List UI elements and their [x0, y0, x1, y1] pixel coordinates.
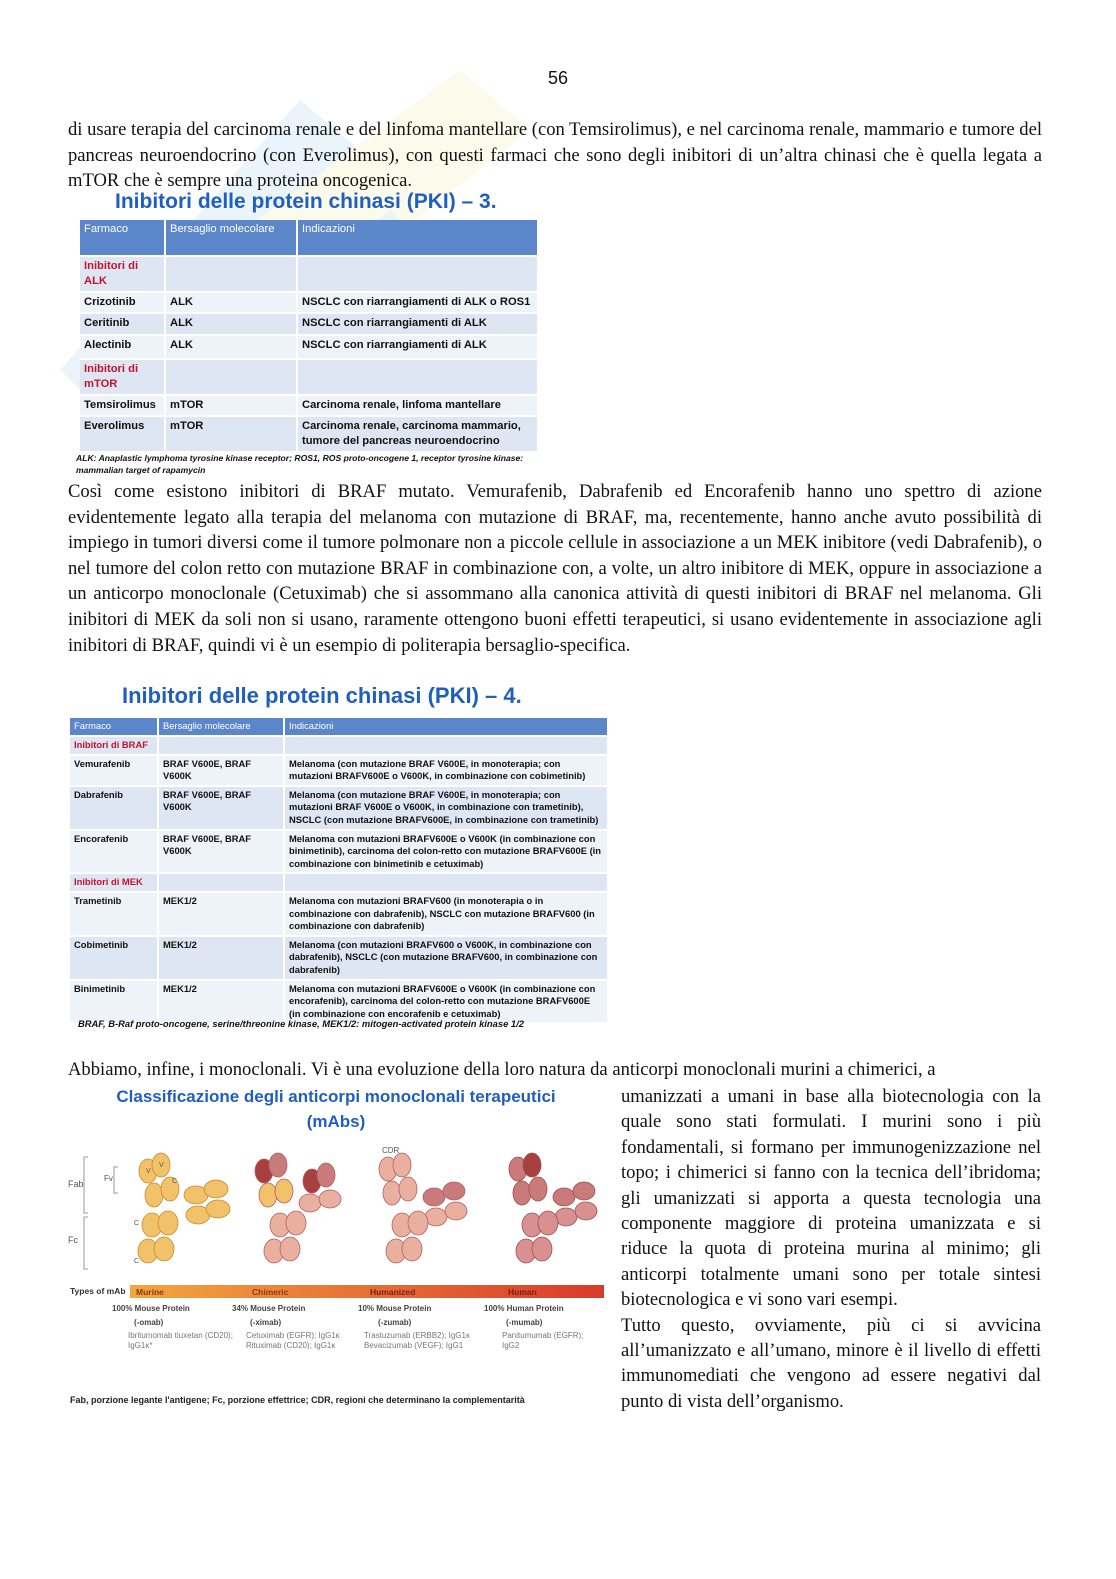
table-cell: Inibitori di ALK	[80, 256, 165, 292]
table-cell: MEK1/2	[158, 980, 284, 1024]
table-cell: ALK	[165, 313, 297, 335]
antibody-domain	[204, 1180, 228, 1198]
label-cdr: CDR	[382, 1146, 400, 1155]
antibody-domain	[523, 1153, 541, 1177]
table-row	[80, 416, 538, 452]
table-row	[70, 873, 608, 892]
table-cell	[158, 736, 284, 755]
table-row	[80, 256, 538, 292]
type-humanized: Humanized	[370, 1287, 416, 1297]
table-cell	[158, 873, 284, 892]
table-cell: Encorafenib	[70, 830, 158, 874]
antibody-domain	[145, 1183, 163, 1207]
type-murine: Murine	[136, 1287, 164, 1297]
paragraph-intro: di usare terapia del carcinoma renale e del linfoma mantellare (con Temsirolimus), e nel carcinoma renale, mammario e tumore del pancreas neuroendocrino (con Everolimus), con questi farmaci che sono degli inibitori di un’altra chinasi che è quella legata a mTOR che è sempre una proteina oncogenica.	[68, 119, 1042, 192]
table-cell: Everolimus	[80, 416, 165, 452]
antibody-domain	[154, 1237, 174, 1261]
antibody-domain	[538, 1211, 558, 1235]
antibody-domain	[399, 1177, 417, 1201]
table-cell: ALK	[165, 335, 297, 359]
table-cell: Melanoma (con mutazione BRAF V600E, in monoterapia; con mutazioni BRAFV600E o V600K, in combinazione con cobimetinib)	[284, 755, 608, 786]
table-cell: Alectinib	[80, 335, 165, 359]
table3-header-indicazioni: Indicazioni	[297, 220, 538, 256]
antibody-domain	[423, 1188, 445, 1206]
table4-header-farmaco: Farmaco	[70, 718, 158, 736]
table-cell: Inibitori di mTOR	[80, 359, 165, 395]
suffix-chimeric: (-ximab)	[250, 1318, 282, 1327]
figure-caption: Fab, porzione legante l'antigene; Fc, porzione effettrice; CDR, regioni che determinano la complementarità	[70, 1395, 525, 1405]
type-human: Human	[508, 1287, 537, 1297]
table-cell: Dabrafenib	[70, 786, 158, 830]
table-cell: BRAF V600E, BRAF V600K	[158, 830, 284, 874]
table-row	[70, 830, 608, 874]
table-cell	[165, 256, 297, 292]
table-cell: Inibitori di BRAF	[70, 736, 158, 755]
paragraph-braf: Così come esistono inibitori di BRAF mutato. Vemurafenib, Dabrafenib ed Encorafenib hanno uno spettro di azione evidentemente legato alla terapia del melanoma con mutazione di BRAF, ma, recentemente, hanno anche avuto possibilità di impiego in tumori diversi come il tumore polmonare non a piccole cellule in associazione a un MEK inibitore (vedi Dabrafenib), o nel tumore del colon retto con mutazione BRAF in combinazione con, a volte, un altro inibitore di MEK, oppure in associazione a un anticorpo monoclonale (Cetuximab) che si assommano alla canonica attività di questi inibitori di BRAF nel melanoma. Gli inibitori di MEK da soli non si usano, raramente ottengono buoni effetti terapeutici, si usano evidentemente in associazione agli inibitori di BRAF, quindi vi è un esempio di politerapia bersaglio-specifica.	[68, 481, 1042, 656]
antibody-domain	[573, 1182, 595, 1200]
table-cell	[284, 873, 608, 892]
antibody-domain	[529, 1177, 547, 1201]
antibody-domain	[259, 1183, 277, 1207]
antibody-domain	[280, 1237, 300, 1261]
example-murine: Ibritumomab tiuxetan (CD20); IgG1κ*	[128, 1331, 233, 1350]
table-cell: Melanoma con mutazioni BRAFV600E o V600K (in combinazione con encorafenib), carcinoma del colon-retto con mutazione BRAFV600E (in combinazione con encorafenib e cetuximab)	[284, 980, 608, 1024]
table-cell: Carcinoma renale, linfoma mantellare	[297, 395, 538, 416]
table-cell: Binimetinib	[70, 980, 158, 1024]
antibody-chimeric	[255, 1153, 341, 1263]
antibody-domain	[275, 1179, 293, 1203]
label-ch1: C	[172, 1178, 178, 1185]
table-row	[80, 395, 538, 416]
types-label: Types of mAb	[70, 1286, 126, 1296]
antibody-murine	[134, 1153, 230, 1265]
bracket-fv	[114, 1167, 118, 1193]
table-cell: Ceritinib	[80, 313, 165, 335]
table-cell: NSCLC con riarrangiamenti di ALK	[297, 335, 538, 359]
table-cell: Inibitori di MEK	[70, 873, 158, 892]
table-cell	[297, 256, 538, 292]
table-row	[80, 335, 538, 359]
antibody-domain	[532, 1237, 552, 1261]
suffix-humanized: (-zumab)	[378, 1318, 412, 1327]
table-cell: Melanoma (con mutazione BRAF V600E, in monoterapia; con mutazioni BRAF V600E o V600K, in combinazione con trametinib), NSCLC (con mutazione BRAFV600E, in combinazione con trametinib)	[284, 786, 608, 830]
table-row	[70, 980, 608, 1024]
label-fab: Fab	[68, 1179, 84, 1189]
table-cell: NSCLC con riarrangiamenti di ALK o ROS1	[297, 292, 538, 313]
example-chimeric: Cetuximab (EGFR); IgG1κ Rituximab (CD20); IgG1κ	[246, 1331, 340, 1350]
bracket-fc	[84, 1217, 88, 1269]
table-cell: Trametinib	[70, 892, 158, 936]
table-cell: BRAF V600E, BRAF V600K	[158, 755, 284, 786]
antibody-domain	[393, 1153, 411, 1177]
antibody-domain	[402, 1237, 422, 1261]
antibody-domain	[319, 1190, 341, 1208]
antibody-domain	[269, 1153, 287, 1177]
table-cell: Crizotinib	[80, 292, 165, 313]
antibody-domain	[206, 1200, 230, 1218]
protein-humanized: 10% Mouse Protein	[358, 1304, 432, 1313]
table-cell: Melanoma con mutazioni BRAFV600 (in monoterapia o in combinazione con dabrafenib), NSCLC con mutazione BRAFV600 (in combinazione con dabrafenib)	[284, 892, 608, 936]
suffix-murine: (-omab)	[134, 1318, 164, 1327]
mabs-classification-figure	[66, 1085, 606, 1415]
antibody-domain	[445, 1202, 467, 1220]
table-row	[70, 755, 608, 786]
table3-header-farmaco: Farmaco	[80, 220, 165, 256]
table-cell: mTOR	[165, 395, 297, 416]
antibody-domain	[317, 1163, 335, 1187]
protein-murine: 100% Mouse Protein	[112, 1304, 190, 1313]
table-row	[70, 936, 608, 980]
table-row	[70, 892, 608, 936]
table-cell: Vemurafenib	[70, 755, 158, 786]
example-human: Panitumumab (EGFR); IgG2	[502, 1331, 584, 1350]
table3-header-bersaglio: Bersaglio molecolare	[165, 220, 297, 256]
label-ch2: C	[134, 1220, 140, 1227]
table-cell: MEK1/2	[158, 892, 284, 936]
figure-title-line1: Classificazione degli anticorpi monoclonali terapeutici	[116, 1087, 556, 1106]
table-cell: Temsirolimus	[80, 395, 165, 416]
label-ch3: C	[134, 1258, 140, 1265]
table4-header-bersaglio: Bersaglio molecolare	[158, 718, 284, 736]
table-cell	[284, 736, 608, 755]
table-row	[80, 292, 538, 313]
table-cell: Melanoma con mutazioni BRAFV600E o V600K (in combinazione con binimetinib), carcinoma del colon-retto con mutazione BRAFV600E (in combinazione con binimetinib e cetuximab)	[284, 830, 608, 874]
paragraph-monoclonali-line: Abbiamo, infine, i monoclonali. Vi è una evoluzione della loro natura da anticorpi monoclonali murini a chimerici, a	[68, 1059, 936, 1080]
table-cell: MEK1/2	[158, 936, 284, 980]
table-pki-3	[80, 220, 539, 453]
table3-footnote: ALK: Anaplastic lymphoma tyrosine kinase receptor; ROS1, ROS proto-oncogene 1, receptor tyrosine kinase: mammalian target of rapamycin	[76, 453, 524, 475]
antibody-domain	[383, 1181, 401, 1205]
table4-title: Inibitori delle protein chinasi (PKI) – 4.	[122, 683, 522, 708]
table-cell	[297, 359, 538, 395]
label-fc: Fc	[68, 1235, 78, 1245]
label-vl: V	[146, 1168, 151, 1175]
page-number: 56	[547, 68, 569, 88]
suffix-human: (-mumab)	[506, 1318, 543, 1327]
label-fv: Fv	[104, 1174, 113, 1183]
table-cell: BRAF V600E, BRAF V600K	[158, 786, 284, 830]
table4-footnote: BRAF, B-Raf proto-oncogene, serine/threonine kinase, MEK1/2: mitogen-activated protein kinase 1/2	[78, 1018, 524, 1029]
paragraph-monoclonali-side: umanizzati a umani in base alla biotecnologia con la quale sono stati formulati. I murini sono i più fondamentali, si formano per immunogenizzazione nel topo; i chimerici si fanno con la tecnica dell’ibridoma; gli umanizzati si apporta a questa tecnologia una componente maggiore di proteina umanizzata e si riduce la quota di proteina murina al minimo; gli anticorpi totalmente umani sono per totale sintesi biotecnologica e vi sono vari esempi.	[621, 1086, 1041, 1311]
table-row	[80, 359, 538, 395]
bracket-fab	[84, 1157, 88, 1213]
table-cell	[165, 359, 297, 395]
table-row	[80, 313, 538, 335]
antibody-domain	[408, 1211, 428, 1235]
antibody-domain	[575, 1202, 597, 1220]
table-cell: NSCLC con riarrangiamenti di ALK	[297, 313, 538, 335]
example-humanized: Trastuzumab (ERBB2); IgG1κ Bevacizumab (VEGF); IgG1	[364, 1331, 470, 1350]
label-vh: V	[159, 1162, 164, 1169]
table-cell: Carcinoma renale, carcinoma mammario, tumore del pancreas neuroendocrino	[297, 416, 538, 452]
table-cell: mTOR	[165, 416, 297, 452]
protein-chimeric: 34% Mouse Protein	[232, 1304, 306, 1313]
antibody-domain	[553, 1188, 575, 1206]
antibody-human	[509, 1153, 597, 1263]
antibody-domain	[513, 1181, 531, 1205]
table-cell: ALK	[165, 292, 297, 313]
paragraph-conclusion: Tutto questo, ovviamente, più ci si avvicina all’umanizzato e all’umano, minore è il livello di effetti immunomediati che vengono ad essere negativi dal punto di vista dell’organismo.	[621, 1314, 1041, 1412]
antibody-domain	[158, 1211, 178, 1235]
table3-title: Inibitori delle protein chinasi (PKI) – 3.	[115, 190, 497, 213]
table-cell: Cobimetinib	[70, 936, 158, 980]
antibody-domain	[299, 1194, 321, 1212]
antibody-domain	[443, 1182, 465, 1200]
table-cell: Melanoma (con mutazioni BRAFV600 o V600K, in combinazione con dabrafenib), NSCLC (con mutazione BRAFV600, in combinazione con dabrafenib)	[284, 936, 608, 980]
protein-human: 100% Human Protein	[484, 1304, 564, 1313]
figure-title-line2: (mAbs)	[306, 1112, 366, 1131]
table-row	[70, 786, 608, 830]
antibody-domain	[286, 1211, 306, 1235]
table4-header-indicazioni: Indicazioni	[284, 718, 608, 736]
table-row	[70, 736, 608, 755]
antibody-humanized	[379, 1153, 467, 1263]
table-pki-4	[70, 718, 609, 1024]
type-chimeric: Chimeric	[252, 1287, 289, 1297]
right-column-text	[621, 1084, 1041, 1414]
